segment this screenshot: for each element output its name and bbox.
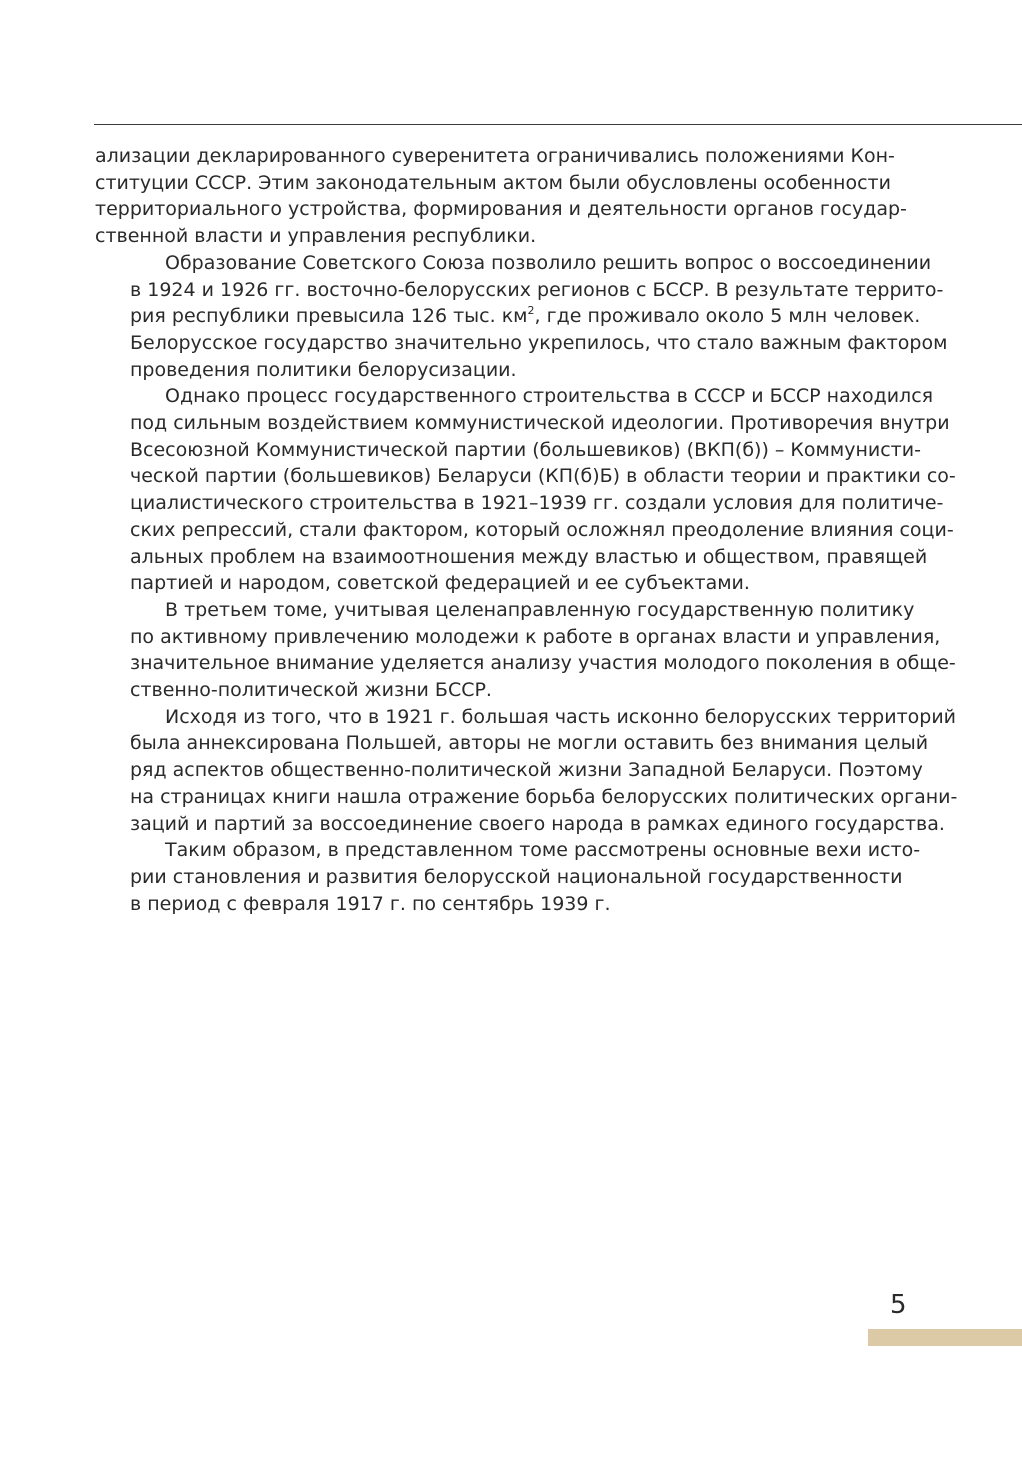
- text-line: значительное внимание уделяется анализу участия молодого поколения в обще-: [130, 652, 956, 675]
- text-line: ственно-политической жизни БССР.: [130, 679, 492, 702]
- page-number: 5: [890, 1290, 907, 1320]
- text-line: на страницах книги нашла отражение борьба белорусских политических органи-: [130, 785, 958, 808]
- page-accent-bar: [868, 1329, 1022, 1346]
- text-line: [95, 597, 915, 624]
- text-line: территориального устройства, формирования и деятельности органов государ-: [95, 198, 907, 221]
- text-line: в 1924 и 1926 гг. восточно-белорусских регионов с БССР. В результате террито-: [130, 278, 944, 301]
- text-line: была аннексирована Польшей, авторы не могли оставить без внимания целый: [130, 732, 929, 755]
- paragraph-5: [95, 704, 958, 838]
- paragraph-3: [95, 383, 956, 597]
- paragraph-2: [95, 250, 948, 384]
- text-line: проведения политики белорусизации.: [130, 358, 517, 381]
- text-line: ализации декларированного суверенитета ограничивались положениями Кон-: [95, 145, 895, 167]
- superscript: 2: [527, 304, 535, 318]
- text-line: ческой партии (большевиков) Беларуси (КП(б)Б) в области теории и практики со-: [130, 465, 956, 488]
- text-line: Всесоюзной Коммунистической партии (большевиков) (ВКП(б)) – Коммунисти-: [130, 438, 921, 461]
- text-line: ских репрессий, стали фактором, который осложнял преодоление влияния соци-: [130, 518, 954, 541]
- text-line: [95, 250, 932, 277]
- text-line: циалистического строительства в 1921–1939 гг. создали условия для политиче-: [130, 492, 944, 515]
- text-line: альных проблем на взаимоотношения между властью и обществом, правящей: [130, 545, 928, 568]
- text-line: [95, 704, 957, 731]
- text-line: ственной власти и управления республики.: [95, 225, 537, 248]
- text-line: [95, 303, 921, 330]
- text-line-content: Однако процесс государственного строительства в СССР и БССР находился: [165, 385, 934, 408]
- text-line-content: В третьем томе, учитывая целенаправленную государственную политику: [165, 598, 915, 621]
- paragraph-4: [95, 597, 956, 704]
- body-text: [95, 143, 958, 917]
- text-line-content: Образование Советского Союза позволило решить вопрос о воссоединении: [165, 251, 932, 274]
- text-line-content: Таким образом, в представленном томе рассмотрены основные вехи исто-: [165, 839, 921, 862]
- text-line: партией и народом, советской федерацией и ее субъектами.: [130, 572, 750, 595]
- text-line: Белорусское государство значительно укрепилось, что стало важным фактором: [130, 331, 948, 354]
- text-line-content: , где проживало около 5 млн человек.: [534, 305, 921, 328]
- text-line: [95, 383, 934, 410]
- paragraph-1: [95, 143, 907, 250]
- text-line: рии становления и развития белорусской национальной государственности: [130, 865, 903, 888]
- text-line: заций и партий за воссоединение своего народа в рамках единого государства.: [130, 812, 945, 835]
- text-line: ряд аспектов общественно-политической жизни Западной Беларуси. Поэтому: [130, 759, 923, 782]
- paragraph-6: [95, 837, 921, 917]
- header-rule: [94, 124, 1022, 125]
- text-line: в период с февраля 1917 г. по сентябрь 1939 г.: [130, 892, 611, 915]
- text-line-content: рия республики превысила 126 тыс. км: [130, 305, 528, 328]
- text-line: по активному привлечению молодежи к работе в органах власти и управления,: [130, 625, 941, 648]
- text-line-content: Исходя из того, что в 1921 г. большая часть исконно белорусских территорий: [165, 705, 957, 728]
- text-line: [95, 837, 921, 864]
- text-line: под сильным воздействием коммунистической идеологии. Противоречия внутри: [130, 412, 950, 435]
- text-line: ституции СССР. Этим законодательным актом были обусловлены особенности: [95, 171, 891, 194]
